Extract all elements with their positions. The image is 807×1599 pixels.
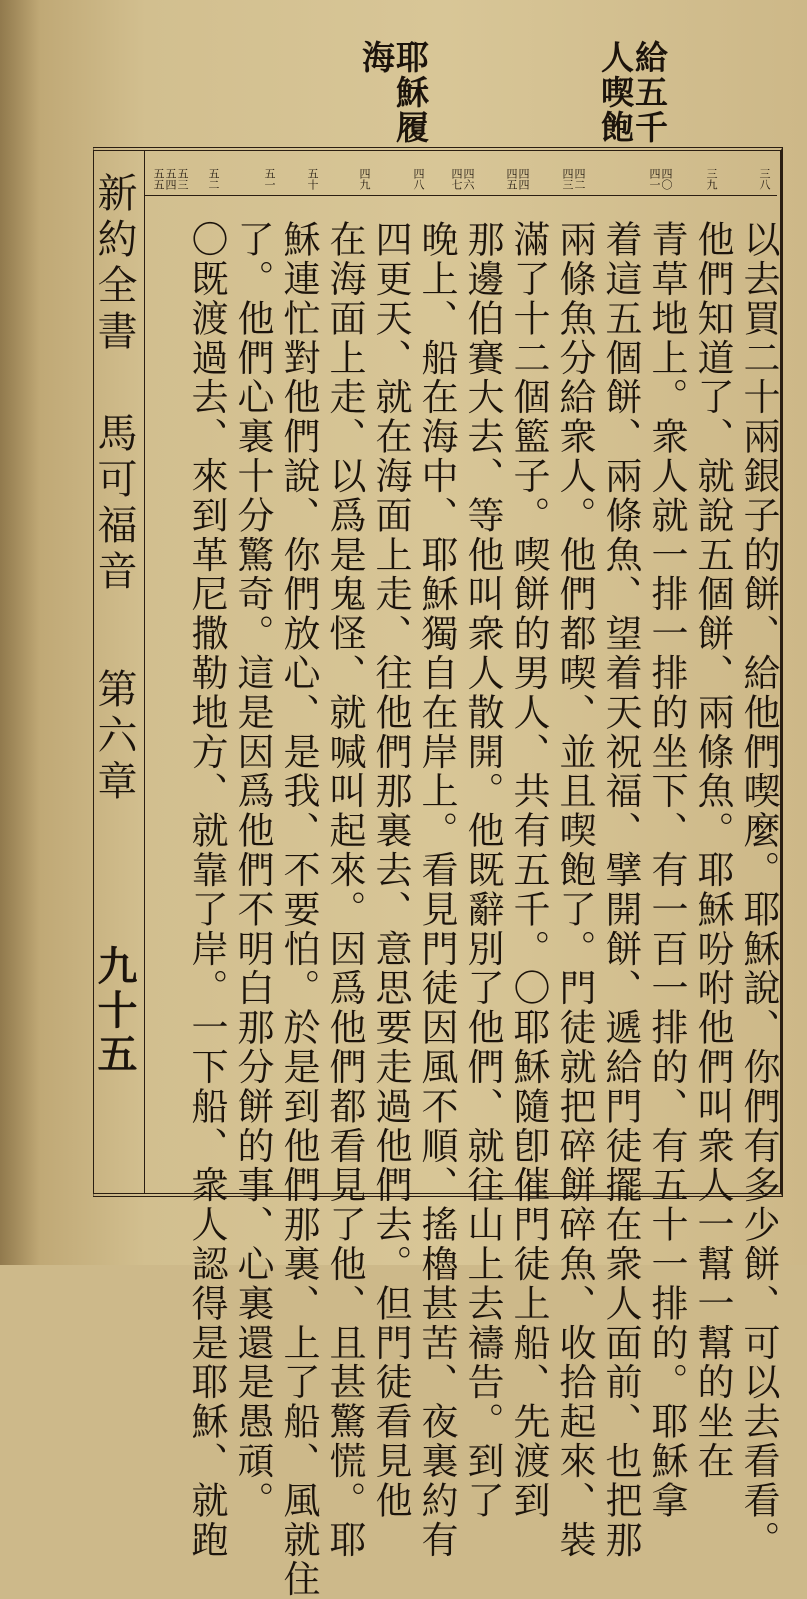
text-column: 穌連忙對他們說、你們放心、是我、不要怕。於是到他們那裏、上了船、風就住 [277,220,320,1599]
verse-number: 五十 [306,168,319,190]
text-column: 以去買二十兩銀子的餅、給他們喫麼。耶穌說、你們有多少餅、可以去看看。 [737,220,780,1560]
verse-number: 四六四七 [450,168,475,190]
verse-number: 四九 [358,168,371,190]
gospel-title: 馬可福音 [91,412,137,596]
text-column: 他們知道了、就說五個餅、兩條魚。耶穌吩咐他們叫衆人一幫一幫的坐在 [691,220,734,1481]
text-column: 兩條魚分給衆人。他們都喫、並且喫飽了。門徒就把碎餅碎魚、收拾起來、裝 [553,220,596,1560]
verse-number: 三八 [758,168,771,190]
spine-shadow [0,0,40,1265]
book-title: 新約全書 [91,172,137,356]
verse-number: 四八 [412,168,425,190]
margin-heading: 海 [357,40,396,75]
margin-heading: 人喫飽 [596,40,635,145]
text-column: 了。他們心裏十分驚奇。這是因爲他們不明白那分餅的事、心裏還是愚頑。 [231,220,274,1521]
verse-number-rule [145,195,777,196]
text-column: 在海面上走、以爲是鬼怪、就喊叫起來。因爲他們都看見了他、且甚驚慌。耶 [323,220,366,1560]
verse-number: 四二四三 [561,168,586,190]
text-column: 青草地上。衆人就一排一排的坐下、有一百一排的、有五十一排的。耶穌拿 [645,220,688,1521]
margin-heading: 耶穌履 [391,40,430,145]
verse-number: 五三五四五五 [152,168,189,190]
verse-number: 五二 [207,168,220,190]
text-column: 四更天、就在海面上走、往他們那裏去、意思要走過他們去。但門徒看見他 [369,220,412,1521]
text-column: 滿了十二個籃子。喫餅的男人、共有五千。〇耶穌隨卽催門徒上船、先渡到 [507,220,550,1521]
text-column: 晚上、船在海中、耶穌獨自在岸上。看見門徒因風不順、搖櫓甚苦、夜裏約有 [415,220,458,1560]
side-divider [144,151,145,1193]
page-number: 九十五 [91,945,138,1077]
verse-number: 五一 [263,168,276,190]
verse-number: 三九 [705,168,718,190]
text-column: 〇既渡過去、來到革尼撒勒地方、就靠了岸。一下船、衆人認得是耶穌、就跑 [185,220,228,1560]
chapter-title: 第六章 [91,668,137,806]
text-column: 那邊伯賽大去、等他叫衆人散開。他既辭別了他們、就往山上去禱告。到了 [461,220,504,1521]
margin-heading: 給五千 [630,40,669,145]
verse-number: 四四四五 [505,168,530,190]
text-column: 着這五個餅、兩條魚、望着天祝福、擘開餅、遞給門徒擺在衆人面前、也把那 [599,220,642,1560]
verse-number: 四〇四一 [648,168,673,190]
